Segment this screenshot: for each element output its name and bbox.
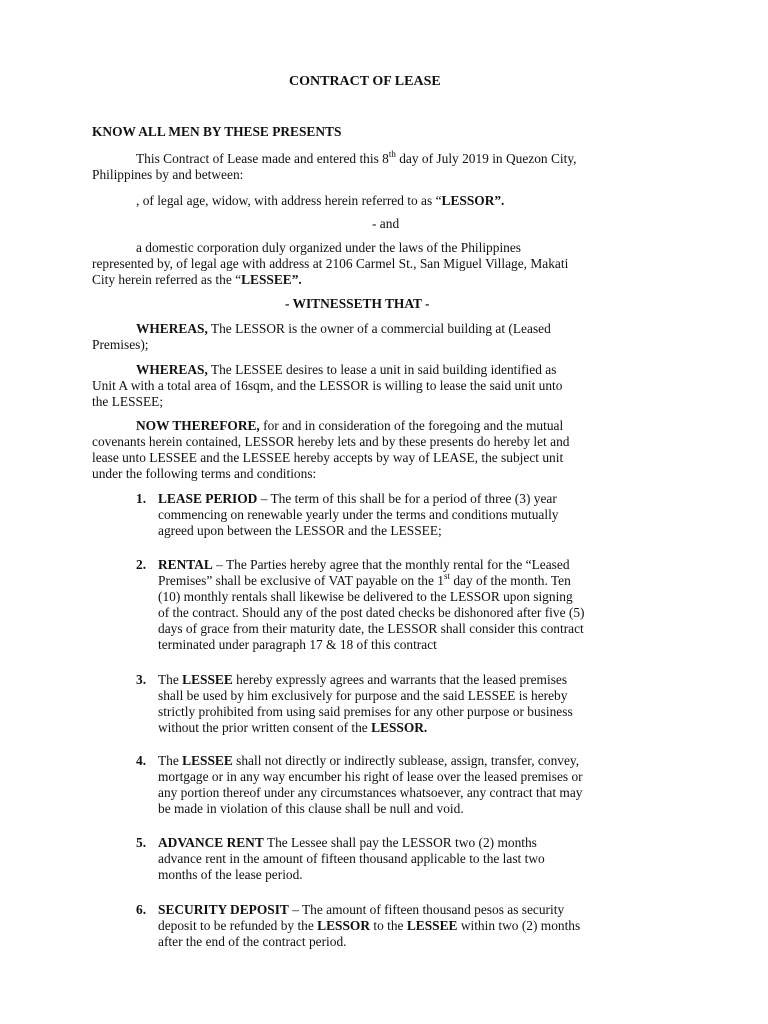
and-separator: - and	[372, 216, 400, 231]
lessee-par-line-1: a domestic corporation duly organized under the laws of the Philippines	[136, 240, 522, 255]
lessor-label: LESSOR”.	[441, 193, 505, 208]
intro-ordinal-suffix: th	[388, 148, 396, 159]
now-therefore-line-1	[136, 418, 563, 434]
item-5-number: 5.	[136, 835, 147, 850]
lessor-line	[136, 193, 504, 209]
item-2-line-3: (10) monthly rentals shall likewise be delivered to the LESSOR upon signing	[158, 589, 573, 604]
item-6-text-a: deposit to be refunded by the	[158, 918, 318, 933]
item-1-text: – The term of this shall be for a period of three (3) year	[257, 491, 557, 506]
item-2-line-2	[158, 570, 571, 589]
item-6-text-c: to the	[370, 918, 407, 933]
intro-line-2: Philippines by and between:	[92, 167, 244, 182]
item-6-line-1	[158, 902, 564, 918]
item-4-line-4: be made in violation of this clause shall be null and void.	[158, 801, 464, 816]
witnesseth-heading: - WITNESSETH THAT -	[285, 296, 430, 311]
item-2-ordinal-suffix: st	[443, 570, 450, 581]
item-2-text-a: Premises” shall be exclusive of VAT payable on the 1	[158, 573, 444, 588]
item-1-heading: LEASE PERIOD	[158, 491, 258, 506]
item-4-line-3: any portion thereof under any circumstances whatsoever, any contract that may	[158, 785, 583, 800]
know-all-heading: KNOW ALL MEN BY THESE PRESENTS	[92, 124, 342, 139]
whereas1-line-1	[136, 321, 551, 337]
item-2-line-4: of the contract. Should any of the post dated checks be dishonored after five (5)	[158, 605, 585, 620]
now-therefore-line-3: lease unto LESSEE and the LESSEE hereby accepts by way of LEASE, the subject unit	[92, 450, 564, 465]
item-4-line-2: mortgage or in any way encumber his right of lease over the leased premises or	[158, 769, 583, 784]
item-3-line-2: shall be used by him exclusively for purpose and the said LESSEE is hereby	[158, 688, 568, 703]
item-6-lessee: LESSEE	[406, 918, 458, 933]
item-5-line-3: months of the lease period.	[158, 867, 303, 882]
whereas2-line-3: the LESSEE;	[92, 394, 164, 409]
now-therefore-line-4: under the following terms and conditions:	[92, 466, 317, 481]
document-title: CONTRACT OF LEASE	[289, 74, 441, 89]
item-5-line-1	[158, 835, 537, 851]
item-3-line-3: strictly prohibited from using said premises for any other purpose or business	[158, 704, 573, 719]
item-6-text-e: within two (2) months	[457, 918, 581, 933]
whereas2-line-1	[136, 362, 556, 378]
item-2-heading: RENTAL	[158, 557, 213, 572]
item-4-lessee: LESSEE	[182, 753, 233, 768]
item-6-line-3: after the end of the contract period.	[158, 934, 347, 949]
item-1-line-1	[158, 491, 557, 507]
item-3-line-4	[158, 720, 427, 736]
item-3-text-a: without the prior written consent of the	[158, 720, 372, 735]
whereas2-label: WHEREAS,	[136, 362, 208, 377]
whereas2-text: The LESSEE desires to lease a unit in said building identified as	[207, 362, 557, 377]
item-4-pre: The	[158, 753, 183, 768]
item-6-line-2	[158, 918, 580, 934]
item-3-pre: The	[158, 672, 183, 687]
item-3-lessee: LESSEE	[182, 672, 233, 687]
intro-text-a: This Contract of Lease made and entered this 8	[136, 151, 389, 166]
item-3-lessor: LESSOR.	[371, 720, 428, 735]
item-4-number: 4.	[136, 753, 147, 768]
item-5-line-2: advance rent in the amount of fifteen thousand applicable to the last two	[158, 851, 545, 866]
item-2-line-5: days of grace from their maturity date, the LESSOR shall consider this contract	[158, 621, 584, 636]
whereas1-text: The LESSOR is the owner of a commercial building at (Leased	[207, 321, 551, 336]
lessee-text: City herein referred as the “	[92, 272, 242, 287]
item-2-number: 2.	[136, 557, 147, 572]
item-6-number: 6.	[136, 902, 147, 917]
item-4-text: shall not directly or indirectly sublease, assign, transfer, convey,	[232, 753, 580, 768]
lessee-par-line-2: represented by, of legal age with address at 2106 Carmel St., San Miguel Village, Makati	[92, 256, 569, 271]
item-2-text: – The Parties hereby agree that the monthly rental for the “Leased	[212, 557, 570, 572]
item-2-text-b: day of the month. Ten	[450, 573, 571, 588]
intro-line-1	[136, 148, 577, 167]
now-therefore-label: NOW THEREFORE,	[136, 418, 260, 433]
item-1-line-2: commencing on renewable yearly under the terms and conditions mutually	[158, 507, 559, 522]
lessee-label: LESSEE”.	[241, 272, 302, 287]
intro-text-b: day of July 2019 in Quezon City,	[395, 151, 577, 166]
item-1-line-3: agreed upon between the LESSOR and the LESSEE;	[158, 523, 442, 538]
item-1-number: 1.	[136, 491, 147, 506]
lessee-par-line-3	[92, 272, 302, 288]
item-6-text: – The amount of fifteen thousand pesos as security	[288, 902, 565, 917]
item-6-heading: SECURITY DEPOSIT	[158, 902, 289, 917]
lessor-text: , of legal age, widow, with address herein referred to as “	[136, 193, 442, 208]
item-6-lessor: LESSOR	[317, 918, 371, 933]
item-3-line-1	[158, 672, 567, 688]
whereas2-line-2: Unit A with a total area of 16sqm, and the LESSOR is willing to lease the said unit unto	[92, 378, 563, 393]
item-2-line-6: terminated under paragraph 17 & 18 of this contract	[158, 637, 437, 652]
whereas1-line-2: Premises);	[92, 337, 149, 352]
item-4-line-1	[158, 753, 579, 769]
item-2-line-1	[158, 557, 570, 573]
now-therefore-line-2: covenants herein contained, LESSOR hereby lets and by these presents do hereby let and	[92, 434, 570, 449]
whereas1-label: WHEREAS,	[136, 321, 208, 336]
item-5-heading: ADVANCE RENT	[158, 835, 264, 850]
item-3-number: 3.	[136, 672, 147, 687]
now-therefore-text: for and in consideration of the foregoing and the mutual	[259, 418, 564, 433]
item-3-text: hereby expressly agrees and warrants that the leased premises	[232, 672, 568, 687]
item-5-text: The Lessee shall pay the LESSOR two (2) months	[263, 835, 537, 850]
